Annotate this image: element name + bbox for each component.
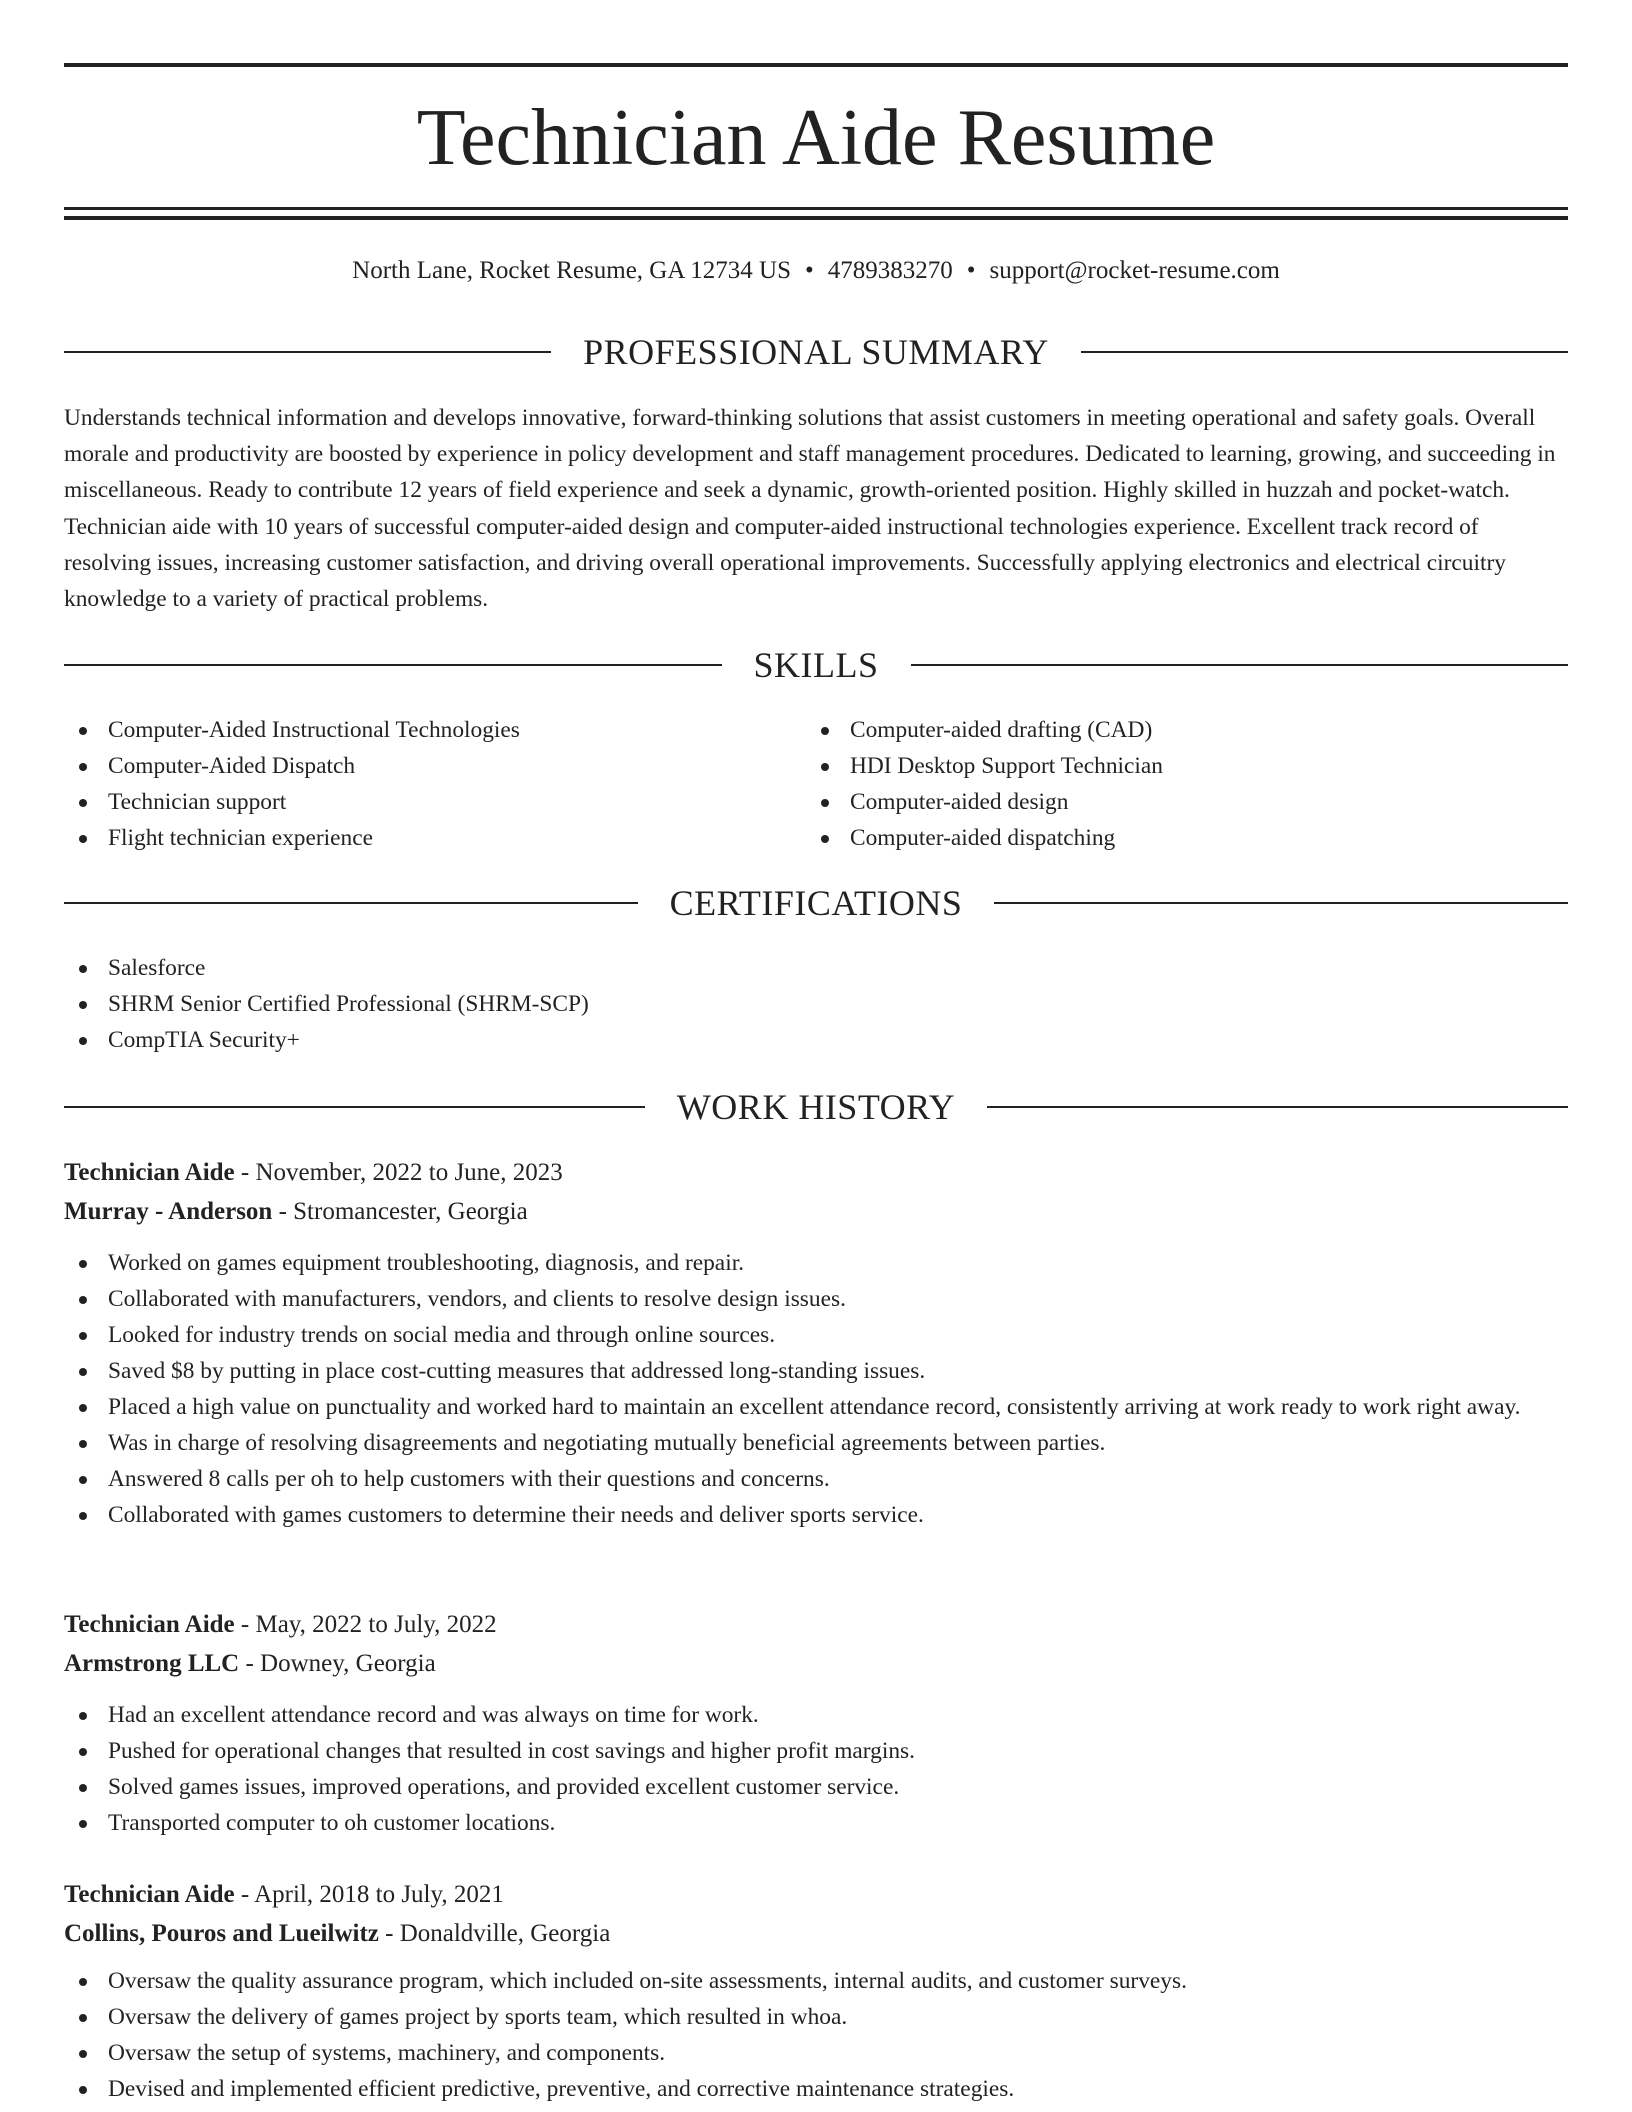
skills-list-right (806, 712, 1163, 856)
job-role-line (64, 1606, 1568, 1645)
skill-item: Computer-aided drafting (CAD) (806, 712, 1163, 748)
contact-separator: • (805, 257, 814, 284)
section-header-work-history (64, 1085, 1568, 1129)
certifications-list (64, 950, 589, 1058)
job-bullet: Had an excellent attendance record and was always on time for work. (64, 1697, 1568, 1733)
section-title-skills: SKILLS (753, 645, 879, 685)
job-title: Technician Aide (64, 1881, 235, 1908)
job-location: - Stromancester, Georgia (272, 1197, 528, 1225)
job-bullet: Oversaw the setup of systems, machinery, and components. (64, 2035, 1568, 2071)
skill-item: Computer-Aided Instructional Technologies (64, 712, 520, 748)
job-bullets (64, 1963, 1568, 2107)
job-bullet: Solved games issues, improved operations, and provided excellent customer service. (64, 1769, 1568, 1805)
job-bullets (64, 1697, 1568, 1841)
skills-list-left (64, 712, 520, 856)
job-bullet: Worked on games equipment troubleshooting, diagnosis, and repair. (64, 1245, 1568, 1281)
certification-item: CompTIA Security+ (64, 1022, 589, 1058)
job-bullet: Placed a high value on punctuality and worked hard to maintain an excellent attendance record, consistently arriving at work ready to work right away. (64, 1389, 1568, 1425)
section-header-skills (64, 643, 1568, 687)
job-bullet: Looked for industry trends on social media and through online sources. (64, 1317, 1568, 1353)
summary-text: Understands technical information and develops innovative, forward-thinking solutions that assist customers in meeting operational and safety goals. Overall morale and productivity are boosted by experience in policy development and staff management procedures. Dedicated to learning, growing, and succeeding in miscellaneous. Ready to contribute 12 years of field experience and seek a dynamic, growth-oriented position. Highly skilled in huzzah and pocket-watch. Technician aide with 10 years of successful computer-aided design and computer-aided instructional technologies experience. Excellent track record of resolving issues, increasing customer satisfaction, and driving overall operational improvements. Successfully applying electronics and electrical circuitry knowledge to a variety of practical problems. (64, 405, 1556, 613)
contact-line (64, 254, 1568, 288)
job-company: Armstrong LLC (64, 1649, 240, 1677)
job-bullets (64, 1245, 1568, 1533)
divider-line (987, 1106, 1568, 1108)
job-dates: - April, 2018 to July, 2021 (234, 1881, 504, 1908)
job-dates: - November, 2022 to June, 2023 (234, 1159, 563, 1186)
divider-line (1081, 351, 1568, 353)
job-role-line (64, 1876, 1568, 1915)
job-bullet: Collaborated with manufacturers, vendors, and clients to resolve design issues. (64, 1281, 1568, 1317)
job-entry (64, 1154, 1568, 1533)
job-company: Murray - Anderson (64, 1197, 273, 1225)
job-dates: - May, 2022 to July, 2022 (234, 1611, 497, 1638)
job-title: Technician Aide (64, 1611, 235, 1638)
contact-address: North Lane, Rocket Resume, GA 12734 US (352, 257, 791, 284)
job-company-line (64, 1915, 1568, 1954)
job-bullet: Saved $8 by putting in place cost-cutting measures that addressed long-standing issues. (64, 1353, 1568, 1389)
job-bullet: Oversaw the quality assurance program, which included on-site assessments, internal audits, and customer surveys. (64, 1963, 1568, 1999)
resume-title: Technician Aide Resume (416, 94, 1216, 182)
job-bullet: Oversaw the delivery of games project by sports team, which resulted in whoa. (64, 1999, 1568, 2035)
job-entry (64, 1876, 1568, 2107)
divider-line (911, 664, 1569, 666)
job-bullet: Transported computer to oh customer locations. (64, 1805, 1568, 1841)
skill-item: Flight technician experience (64, 820, 520, 856)
certification-item: SHRM Senior Certified Professional (SHRM-SCP) (64, 986, 589, 1022)
job-location: - Downey, Georgia (239, 1649, 436, 1677)
job-location: - Donaldville, Georgia (378, 1919, 611, 1947)
title-double-rule (64, 207, 1568, 220)
job-bullet: Collaborated with games customers to determine their needs and deliver sports service. (64, 1497, 1568, 1533)
job-company: Collins, Pouros and Lueilwitz (64, 1919, 379, 1947)
section-title-summary: PROFESSIONAL SUMMARY (583, 332, 1049, 372)
job-bullet: Devised and implemented efficient predictive, preventive, and corrective maintenance strategies. (64, 2071, 1568, 2107)
top-rule (64, 63, 1568, 67)
skill-item: Computer-Aided Dispatch (64, 748, 520, 784)
divider-line (994, 902, 1568, 904)
skill-item: Technician support (64, 784, 520, 820)
divider-line (64, 351, 551, 353)
job-bullet: Pushed for operational changes that resulted in cost savings and higher profit margins. (64, 1733, 1568, 1769)
section-header-certifications (64, 881, 1568, 925)
contact-separator: • (966, 257, 976, 284)
skill-item: HDI Desktop Support Technician (806, 748, 1163, 784)
job-bullet: Answered 8 calls per oh to help customers with their questions and concerns. (64, 1461, 1568, 1497)
skill-item: Computer-aided design (806, 784, 1163, 820)
contact-email: support@rocket-resume.com (989, 257, 1280, 284)
divider-line (64, 902, 638, 904)
contact-phone: 4789383270 (827, 257, 953, 284)
section-title-work-history: WORK HISTORY (676, 1087, 956, 1127)
section-title-certifications: CERTIFICATIONS (669, 883, 963, 923)
skill-item: Computer-aided dispatching (806, 820, 1163, 856)
divider-line (64, 664, 722, 666)
divider-line (64, 1106, 645, 1108)
job-entry (64, 1606, 1568, 1841)
certification-item: Salesforce (64, 950, 589, 986)
job-company-line (64, 1645, 1568, 1684)
section-header-summary (64, 330, 1568, 374)
job-role-line (64, 1154, 1568, 1193)
job-title: Technician Aide (64, 1159, 235, 1186)
job-bullet: Was in charge of resolving disagreements and negotiating mutually beneficial agreements between parties. (64, 1425, 1568, 1461)
job-company-line (64, 1193, 1568, 1232)
